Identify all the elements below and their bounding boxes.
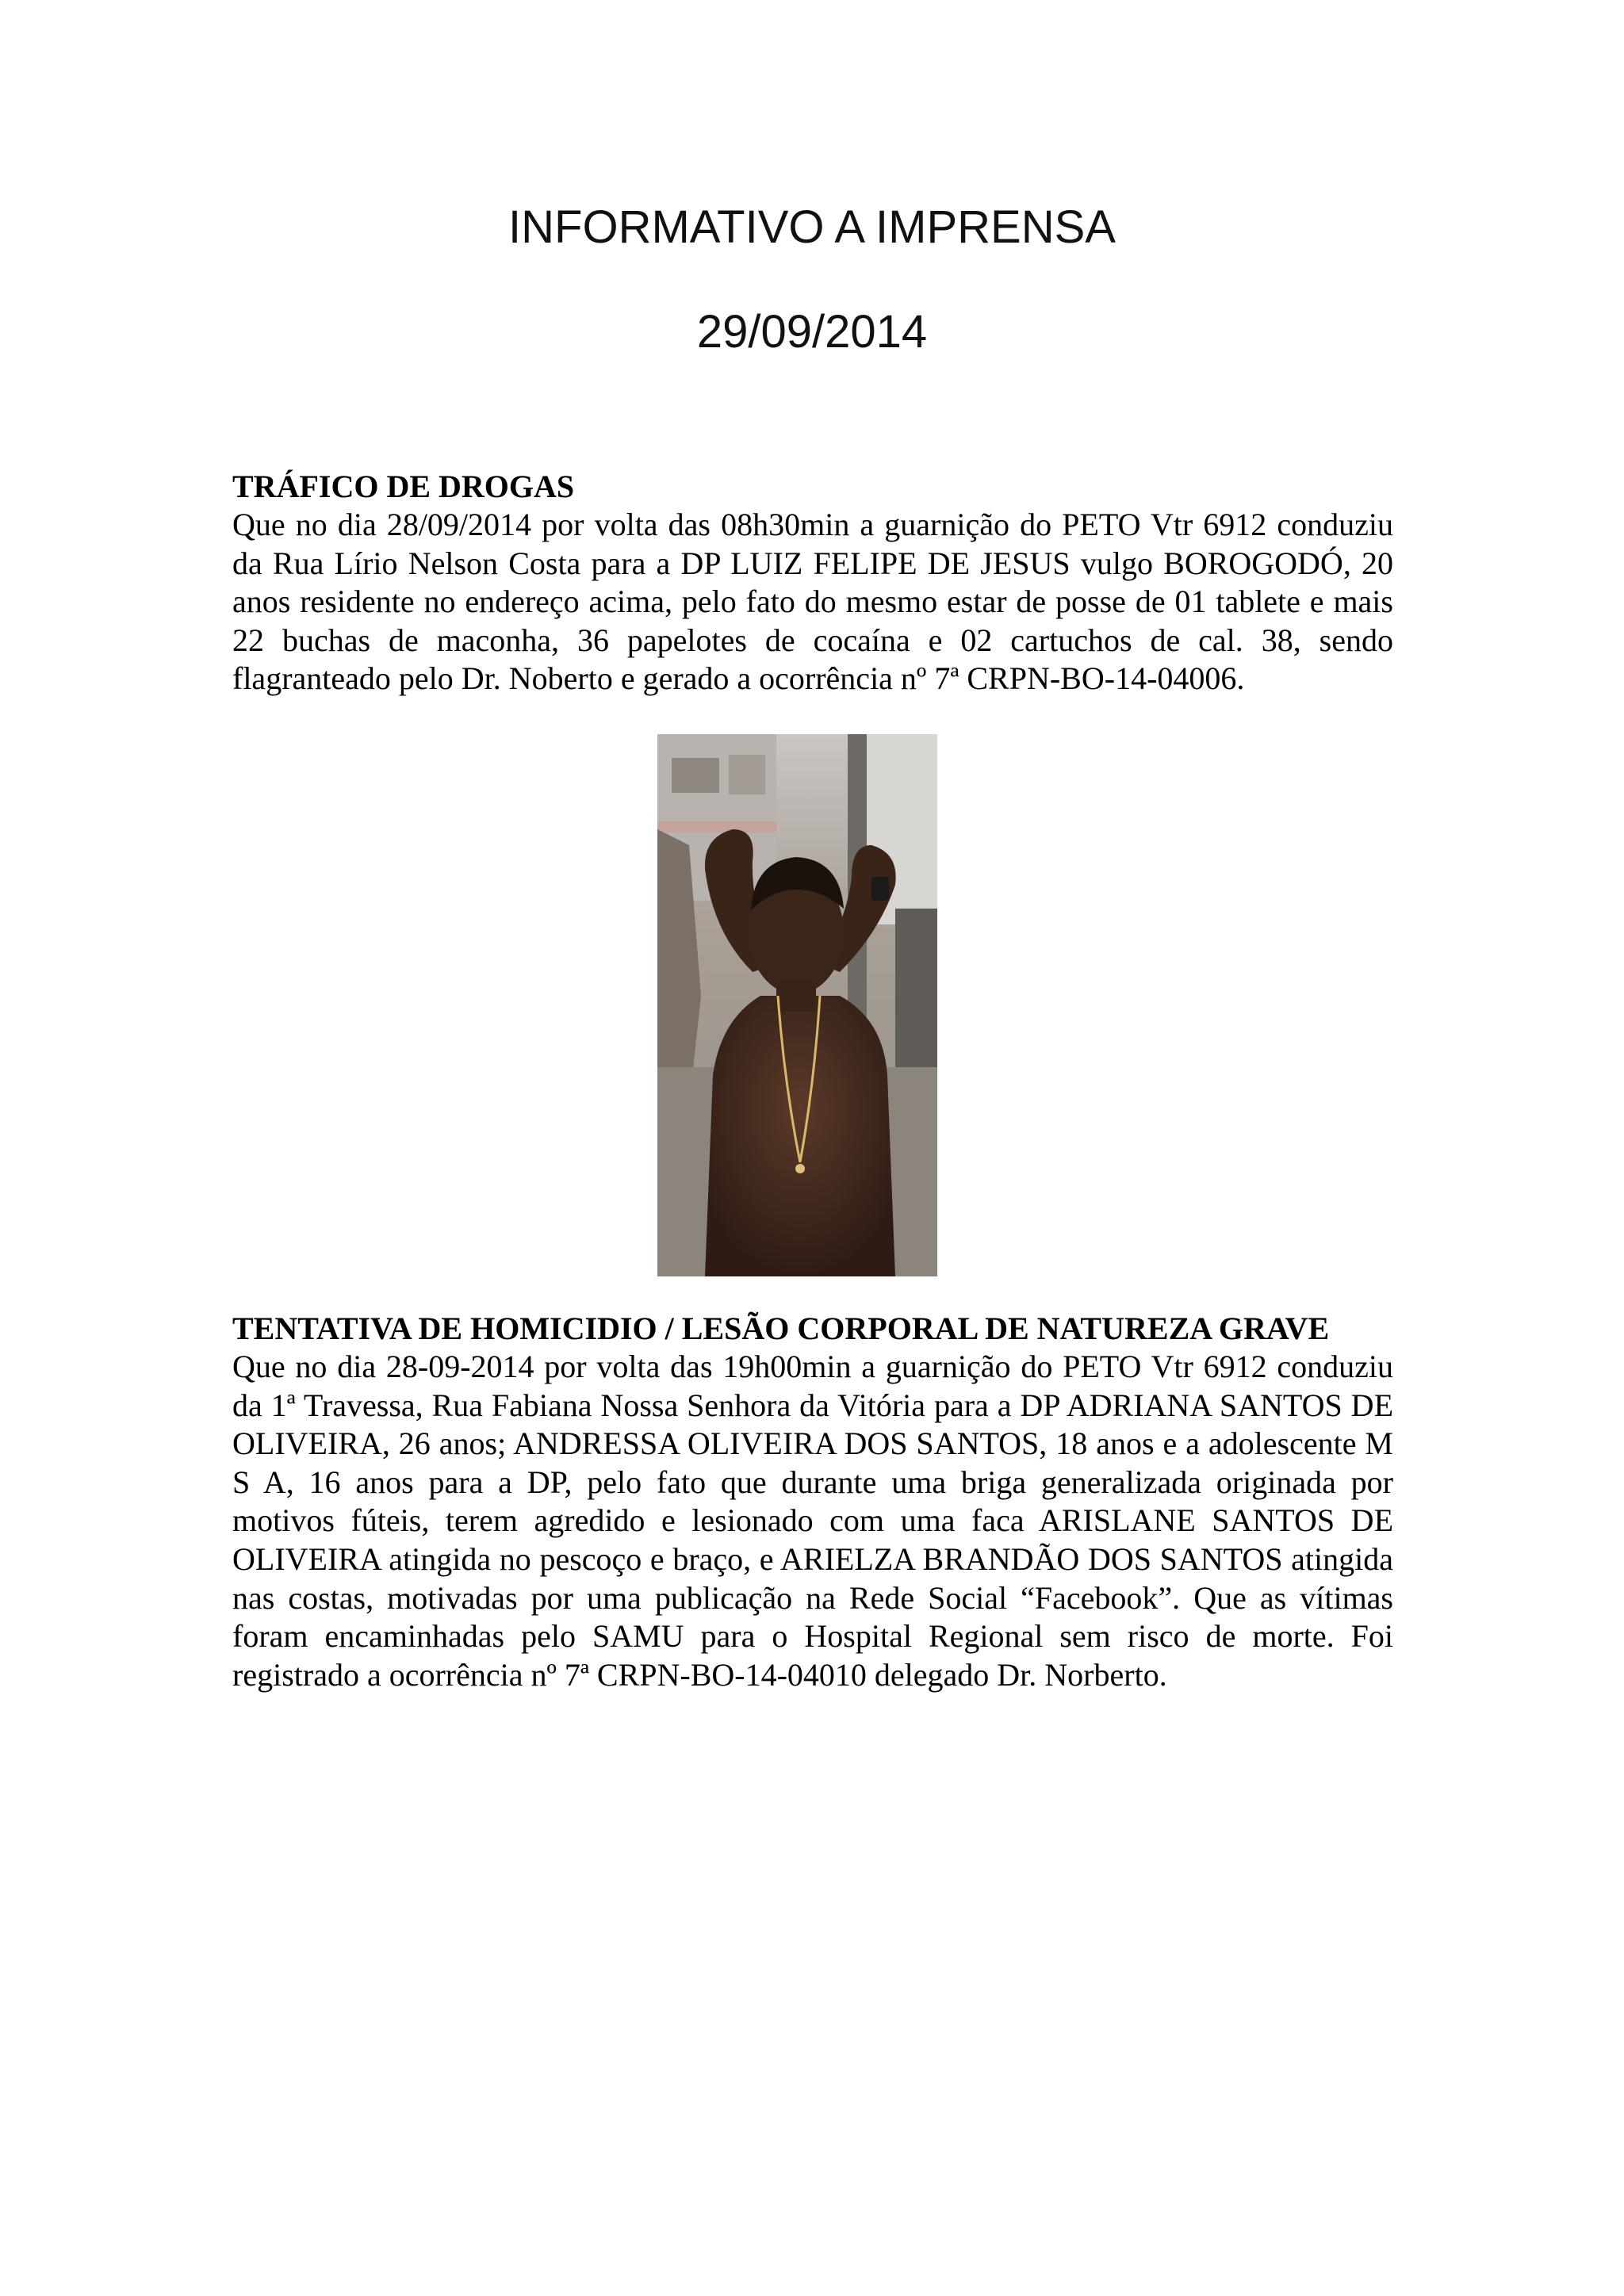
document-title: INFORMATIVO A IMPRENSA — [508, 201, 1116, 253]
document-date: 29/09/2014 — [696, 306, 928, 358]
section-drug-trafficking — [232, 468, 1393, 698]
suspect-photo — [657, 734, 937, 1276]
section-heading: TRÁFICO DE DROGAS — [232, 469, 575, 504]
section-body: Que no dia 28/09/2014 por volta das 08h30min a guarnição do PETO Vtr 6912 conduziu da Rua Lírio Nelson Costa para a DP LUIZ FELIPE DE JESUS vulgo BOROGODÓ, 20 anos residente no endereço acima, pelo fato do mesmo estar de posse de 01 tablete e mais 22 buchas de maconha, 36 papelotes de cocaína e 02 cartuchos de cal. 38, sendo flagranteado pelo Dr. Noberto e gerado a ocorrência nº 7ª CRPN-BO-14-04006. — [232, 507, 1393, 697]
section-heading: TENTATIVA DE HOMICIDIO / LESÃO CORPORAL DE NATUREZA GRAVE — [232, 1311, 1330, 1346]
section-attempted-homicide — [232, 1310, 1393, 1694]
section-body: Que no dia 28-09-2014 por volta das 19h00min a guarnição do PETO Vtr 6912 conduziu da 1ª Travessa, Rua Fabiana Nossa Senhora da Vitória para a DP ADRIANA SANTOS DE OLIVEIRA, 26 anos; ANDRESSA OLIVEIRA DOS SANTOS, 18 anos e a adolescente M S A, 16 anos para a DP, pelo fato que durante uma briga generalizada originada por motivos fúteis, terem agredido e lesionado com uma faca ARISLANE SANTOS DE OLIVEIRA atingida no pescoço e braço, e ARIELZA BRANDÃO DOS SANTOS atingida nas costas, motivadas por uma publicação na Rede Social “Facebook”. Que as vítimas foram encaminhadas pelo SAMU para o Hospital Regional sem risco de morte. Foi registrado a ocorrência nº 7ª CRPN-BO-14-04010 delegado Dr. Norberto. — [232, 1349, 1393, 1693]
